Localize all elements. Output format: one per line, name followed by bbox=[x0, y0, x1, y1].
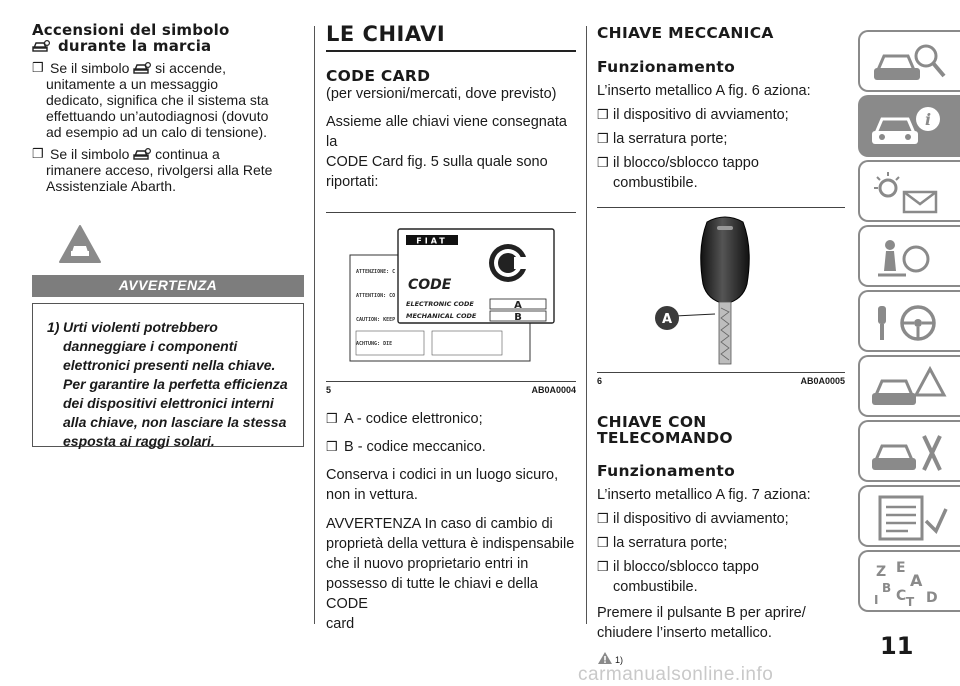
bullet-box: ❒ bbox=[597, 535, 609, 550]
bullet-box: ❒ bbox=[32, 146, 44, 161]
list-item-text: rimanere acceso, rivolgersi alla Rete Assistenziale Abarth. bbox=[46, 162, 273, 194]
card-electronic-label: ELECTRONIC CODE bbox=[406, 300, 474, 308]
figure-number: 6 bbox=[597, 376, 603, 386]
tab-safety[interactable] bbox=[858, 225, 960, 287]
note-reference: 1) bbox=[615, 655, 624, 665]
tab-driving[interactable] bbox=[858, 290, 960, 352]
svg-text:i: i bbox=[924, 110, 932, 129]
list-item: ❒ il dispositivo di avviamento; bbox=[597, 511, 789, 527]
car-key-warning-icon bbox=[32, 39, 50, 53]
list-item: ❒ il blocco/sblocco tappo combustibile. bbox=[597, 559, 759, 595]
car-key-warning-icon bbox=[133, 147, 151, 161]
tab-warning-lights[interactable] bbox=[858, 160, 960, 222]
bullet-box: ❒ bbox=[32, 60, 44, 75]
card-letter-b: B bbox=[514, 312, 522, 323]
card-mechanical-label: MECHANICAL CODE bbox=[406, 312, 477, 320]
tab-knowing-car[interactable] bbox=[858, 95, 960, 157]
list-item: ❒ B - codice meccanico. bbox=[326, 439, 486, 455]
paragraph: L’inserto metallico A fig. 6 aziona: bbox=[597, 83, 811, 99]
tab-technical-data[interactable] bbox=[858, 485, 960, 547]
list-item: ❒ la serratura porte; bbox=[597, 535, 728, 551]
list-item-text: unitamente a un messaggio dedicato, significa che il sistema sta effettuando un’autodiagnosi (dovuto ad esempio ad un calo di tensione). bbox=[46, 76, 269, 140]
bullet-box: ❒ bbox=[326, 439, 338, 454]
bullet-box: ❒ bbox=[597, 511, 609, 526]
warning-header: AVVERTENZA bbox=[32, 275, 304, 297]
figure-code: AB0A0004 bbox=[531, 385, 576, 395]
warning-car-icon bbox=[58, 224, 102, 264]
section-title: CODE CARD bbox=[326, 67, 431, 85]
alphabet-index-icon bbox=[866, 556, 952, 610]
list-item: ❒ Se il simbolo continua a rimanere acceso, rivolgersi alla Rete Assistenziale Abarth. bbox=[32, 146, 304, 194]
bullet-box: ❒ bbox=[597, 131, 609, 146]
paragraph: Conserva i codici in un luogo sicuro, non in vettura. bbox=[326, 467, 559, 503]
paragraph: Assieme alle chiavi viene consegnata la CODE Card fig. 5 sulla quale sono riportati: bbox=[326, 114, 567, 190]
svg-text:I: I bbox=[874, 593, 879, 607]
watermark: carmanualsonline.info bbox=[578, 664, 774, 685]
section-title: CHIAVE MECCANICA bbox=[597, 24, 774, 42]
column-divider bbox=[314, 26, 315, 624]
figure-caption bbox=[597, 373, 845, 386]
page-number: 11 bbox=[880, 632, 914, 660]
bullet-box: ❒ bbox=[597, 559, 609, 574]
warning-triangle-icon bbox=[597, 651, 613, 665]
svg-text:E: E bbox=[896, 560, 906, 576]
car-info-icon bbox=[866, 101, 952, 155]
function-list bbox=[597, 105, 845, 193]
figure-number: 5 bbox=[326, 385, 332, 395]
function-list bbox=[597, 509, 845, 597]
key-label-a: A bbox=[661, 312, 673, 327]
svg-text:A: A bbox=[910, 571, 923, 590]
svg-text:C: C bbox=[896, 588, 907, 604]
chapter-tabs bbox=[858, 30, 960, 615]
chapter-title: LE CHIAVI bbox=[326, 22, 576, 52]
figure-mechanical-key bbox=[597, 207, 845, 373]
middle-column bbox=[326, 22, 576, 634]
tab-maintenance[interactable] bbox=[858, 420, 960, 482]
svg-text:T: T bbox=[906, 595, 915, 609]
svg-text:D: D bbox=[926, 590, 938, 606]
paragraph: Premere il pulsante B per aprire/ chiudere l’inserto metallico. bbox=[597, 605, 806, 641]
list-item: ❒ A - codice elettronico; bbox=[326, 411, 483, 427]
section-title: Accensioni del simbolo durante la marcia bbox=[32, 21, 230, 55]
paragraph: AVVERTENZA In caso di cambio di proprietà della vettura è indispensabile che il nuovo proprietario entri in possesso di tutte le chiavi e della CODE card bbox=[326, 516, 575, 632]
data-sheet-icon bbox=[866, 491, 952, 545]
figure-code: AB0A0005 bbox=[800, 376, 845, 386]
card-side-text: ACHTUNG: DIE bbox=[356, 341, 393, 347]
section-title: CHIAVE CON TELECOMANDO bbox=[597, 413, 733, 447]
subsection-title: Funzionamento bbox=[597, 462, 736, 480]
list-item: ❒ Se il simbolo si accende, unitamente a un messaggio dedicato, significa che il sistema sta effettuando un’autodiagnosi (dovuto ad esempio ad un calo di tensione). bbox=[32, 60, 304, 140]
figure-caption bbox=[326, 382, 576, 395]
airbag-passenger-icon bbox=[866, 231, 952, 285]
subsection-title: Funzionamento bbox=[597, 58, 736, 76]
card-side-text: ATTENTION: CO bbox=[356, 293, 396, 299]
svg-text:B: B bbox=[882, 581, 892, 595]
svg-text:Z: Z bbox=[876, 564, 887, 580]
list-item: ❒ la serratura porte; bbox=[597, 131, 728, 147]
card-side-text: ATTENZIONE: C bbox=[356, 269, 396, 275]
paragraph: L’inserto metallico A fig. 7 aziona: bbox=[597, 487, 811, 503]
code-list bbox=[326, 409, 576, 457]
card-brand: FIAT bbox=[416, 236, 448, 246]
tab-emergency[interactable] bbox=[858, 355, 960, 417]
column-divider bbox=[586, 26, 587, 624]
car-magnifier-icon bbox=[866, 36, 952, 90]
bullet-box: ❒ bbox=[597, 107, 609, 122]
key-steering-icon bbox=[866, 296, 952, 350]
card-code-label: CODE bbox=[408, 277, 452, 293]
warning-section bbox=[32, 224, 304, 447]
car-wrench-icon bbox=[866, 426, 952, 480]
section-note: (per versioni/mercati, dove previsto) bbox=[326, 86, 557, 102]
tab-index[interactable] bbox=[858, 550, 960, 612]
warning-box: 1) Urti violenti potrebbero danneggiare i componenti elettronici presenti nella chiave. Per garantire la perfetta efficienza dei dispositivi elettronici interni alla chiave, non lasciare la stessa esposta ai raggi solari. bbox=[32, 303, 304, 447]
figure-code-card bbox=[326, 212, 576, 382]
bullet-box: ❒ bbox=[597, 155, 609, 170]
list-item: ❒ il dispositivo di avviamento; bbox=[597, 107, 789, 123]
code-card-illustration bbox=[326, 213, 574, 381]
tab-dashboard-controls[interactable] bbox=[858, 30, 960, 92]
card-side-text: CAUTION: KEEP bbox=[356, 317, 396, 323]
warning-reference bbox=[597, 651, 845, 665]
car-key-warning-icon bbox=[133, 61, 151, 75]
bullet-box: ❒ bbox=[326, 411, 338, 426]
card-letter-a: A bbox=[514, 300, 522, 311]
list-item: ❒ il blocco/sblocco tappo combustibile. bbox=[597, 155, 759, 191]
mechanical-key-illustration bbox=[597, 208, 843, 372]
light-envelope-icon bbox=[866, 166, 952, 220]
car-warning-triangle-icon bbox=[866, 361, 952, 415]
left-column bbox=[32, 22, 304, 447]
right-column bbox=[597, 22, 845, 665]
